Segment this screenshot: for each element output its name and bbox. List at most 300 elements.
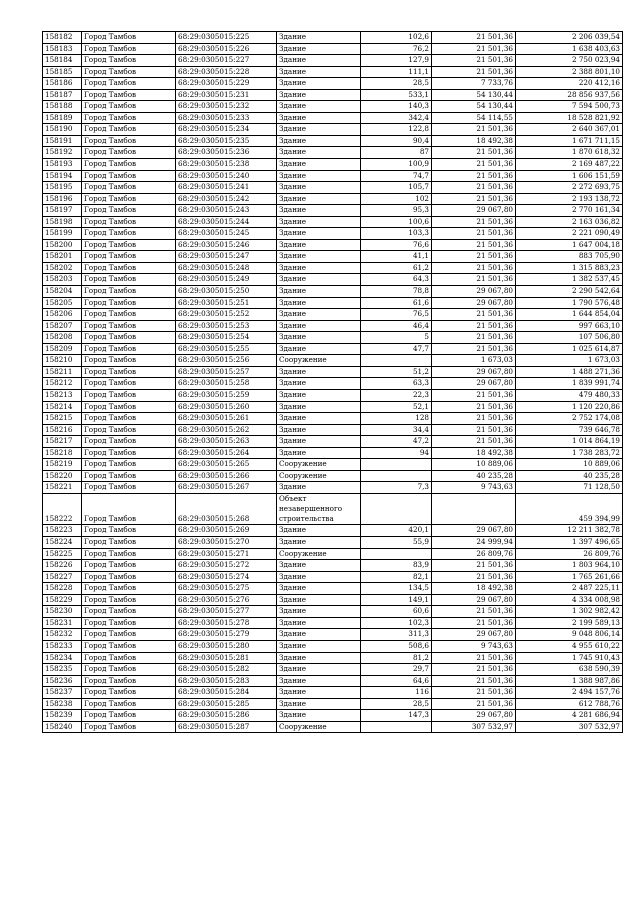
cadastral-value-cell: 2 199 589,13 — [516, 617, 623, 629]
specific-value-cell: 21 501,36 — [432, 320, 516, 332]
locality-cell: Город Тамбов — [82, 606, 176, 618]
cadastral-number-cell: 68:29:0305015:251 — [176, 297, 277, 309]
specific-value-cell: 40 235,28 — [432, 470, 516, 482]
specific-value-cell: 21 501,36 — [432, 560, 516, 572]
area-cell: 76,2 — [361, 43, 432, 55]
table-row — [43, 286, 623, 298]
table-row — [43, 482, 623, 494]
table-row — [43, 594, 623, 606]
cadastral-value-cell: 2 193 138,72 — [516, 193, 623, 205]
specific-value-cell: 21 501,36 — [432, 652, 516, 664]
area-cell: 47,7 — [361, 343, 432, 355]
area-cell — [361, 493, 432, 525]
table-row — [43, 124, 623, 136]
object-type-cell: Здание — [277, 436, 361, 448]
specific-value-cell: 21 501,36 — [432, 32, 516, 44]
cadastral-value-cell: 1 673,03 — [516, 355, 623, 367]
cadastral-value-cell: 1 765 261,66 — [516, 571, 623, 583]
area-cell: 102 — [361, 193, 432, 205]
document-page — [42, 31, 622, 733]
cadastral-value-cell: 2 169 487,22 — [516, 159, 623, 171]
object-type-cell: Здание — [277, 401, 361, 413]
area-cell: 100,9 — [361, 159, 432, 171]
area-cell: 134,5 — [361, 583, 432, 595]
table-row — [43, 447, 623, 459]
area-cell: 94 — [361, 447, 432, 459]
cadastral-number-cell: 68:29:0305015:258 — [176, 378, 277, 390]
cadastral-value-cell: 2 388 801,10 — [516, 66, 623, 78]
locality-cell: Город Тамбов — [82, 424, 176, 436]
table-row — [43, 560, 623, 572]
object-type-cell: Здание — [277, 66, 361, 78]
cadastral-number-cell: 68:29:0305015:274 — [176, 571, 277, 583]
row-number-cell: 158200 — [43, 239, 82, 251]
locality-cell: Город Тамбов — [82, 205, 176, 217]
cadastral-value-cell: 4 955 610,22 — [516, 640, 623, 652]
object-type-cell: Здание — [277, 182, 361, 194]
area-cell: 64,6 — [361, 675, 432, 687]
locality-cell: Город Тамбов — [82, 447, 176, 459]
object-type-cell: Здание — [277, 251, 361, 263]
specific-value-cell: 21 501,36 — [432, 413, 516, 425]
table-row — [43, 147, 623, 159]
cadastral-number-cell: 68:29:0305015:228 — [176, 66, 277, 78]
specific-value-cell: 21 501,36 — [432, 274, 516, 286]
locality-cell: Город Тамбов — [82, 297, 176, 309]
row-number-cell: 158196 — [43, 193, 82, 205]
table-row — [43, 66, 623, 78]
row-number-cell: 158213 — [43, 389, 82, 401]
table-row — [43, 436, 623, 448]
cadastral-value-cell: 2 494 157,76 — [516, 687, 623, 699]
cadastral-number-cell: 68:29:0305015:234 — [176, 124, 277, 136]
locality-cell: Город Тамбов — [82, 401, 176, 413]
specific-value-cell: 21 501,36 — [432, 698, 516, 710]
cadastral-number-cell: 68:29:0305015:280 — [176, 640, 277, 652]
row-number-cell: 158205 — [43, 297, 82, 309]
object-type-cell: Здание — [277, 664, 361, 676]
row-number-cell: 158239 — [43, 710, 82, 722]
cadastral-value-cell: 1 302 982,42 — [516, 606, 623, 618]
locality-cell: Город Тамбов — [82, 343, 176, 355]
cadastral-number-cell: 68:29:0305015:245 — [176, 228, 277, 240]
locality-cell: Город Тамбов — [82, 721, 176, 733]
cadastral-value-cell: 10 889,06 — [516, 459, 623, 471]
object-type-cell: Сооружение — [277, 459, 361, 471]
area-cell: 63,3 — [361, 378, 432, 390]
area-cell: 7,3 — [361, 482, 432, 494]
specific-value-cell: 29 067,80 — [432, 297, 516, 309]
specific-value-cell: 29 067,80 — [432, 286, 516, 298]
object-type-cell: Здание — [277, 606, 361, 618]
specific-value-cell: 21 501,36 — [432, 571, 516, 583]
specific-value-cell: 21 501,36 — [432, 617, 516, 629]
table-row — [43, 78, 623, 90]
specific-value-cell: 21 501,36 — [432, 424, 516, 436]
cadastral-number-cell: 68:29:0305015:284 — [176, 687, 277, 699]
row-number-cell: 158221 — [43, 482, 82, 494]
row-number-cell: 158210 — [43, 355, 82, 367]
locality-cell: Город Тамбов — [82, 548, 176, 560]
table-row — [43, 89, 623, 101]
locality-cell: Город Тамбов — [82, 228, 176, 240]
locality-cell: Город Тамбов — [82, 124, 176, 136]
cadastral-number-cell: 68:29:0305015:241 — [176, 182, 277, 194]
row-number-cell: 158206 — [43, 309, 82, 321]
area-cell — [361, 548, 432, 560]
object-type-cell: Здание — [277, 262, 361, 274]
object-type-cell: Здание — [277, 55, 361, 67]
row-number-cell: 158228 — [43, 583, 82, 595]
area-cell: 46,4 — [361, 320, 432, 332]
area-cell: 116 — [361, 687, 432, 699]
cadastral-number-cell: 68:29:0305015:226 — [176, 43, 277, 55]
specific-value-cell: 21 501,36 — [432, 687, 516, 699]
row-number-cell: 158238 — [43, 698, 82, 710]
specific-value-cell: 21 501,36 — [432, 182, 516, 194]
row-number-cell: 158234 — [43, 652, 82, 664]
table-row — [43, 493, 623, 525]
cadastral-number-cell: 68:29:0305015:268 — [176, 493, 277, 525]
cadastral-number-cell: 68:29:0305015:282 — [176, 664, 277, 676]
area-cell: 28,5 — [361, 78, 432, 90]
row-number-cell: 158191 — [43, 135, 82, 147]
row-number-cell: 158201 — [43, 251, 82, 263]
locality-cell: Город Тамбов — [82, 66, 176, 78]
object-type-cell: Здание — [277, 629, 361, 641]
specific-value-cell: 7 733,76 — [432, 78, 516, 90]
table-row — [43, 112, 623, 124]
specific-value-cell: 21 501,36 — [432, 43, 516, 55]
specific-value-cell: 21 501,36 — [432, 343, 516, 355]
area-cell: 81,2 — [361, 652, 432, 664]
table-row — [43, 675, 623, 687]
table-row — [43, 182, 623, 194]
cadastral-value-cell: 883 705,90 — [516, 251, 623, 263]
object-type-cell: Сооружение — [277, 721, 361, 733]
cadastral-value-cell: 18 528 821,92 — [516, 112, 623, 124]
object-type-cell: Здание — [277, 366, 361, 378]
object-type-cell: Здание — [277, 447, 361, 459]
cadastral-value-cell: 12 211 382,78 — [516, 525, 623, 537]
cadastral-number-cell: 68:29:0305015:277 — [176, 606, 277, 618]
cadastral-value-cell: 1 315 883,23 — [516, 262, 623, 274]
row-number-cell: 158236 — [43, 675, 82, 687]
specific-value-cell: 54 114,55 — [432, 112, 516, 124]
cadastral-number-cell: 68:29:0305015:286 — [176, 710, 277, 722]
locality-cell: Город Тамбов — [82, 436, 176, 448]
locality-cell: Город Тамбов — [82, 332, 176, 344]
area-cell: 82,1 — [361, 571, 432, 583]
row-number-cell: 158227 — [43, 571, 82, 583]
locality-cell: Город Тамбов — [82, 135, 176, 147]
row-number-cell: 158208 — [43, 332, 82, 344]
cadastral-value-cell: 1 738 283,72 — [516, 447, 623, 459]
cadastral-value-cell: 1 488 271,36 — [516, 366, 623, 378]
locality-cell: Город Тамбов — [82, 470, 176, 482]
table-row — [43, 525, 623, 537]
row-number-cell: 158194 — [43, 170, 82, 182]
locality-cell: Город Тамбов — [82, 239, 176, 251]
area-cell: 41,1 — [361, 251, 432, 263]
cadastral-number-cell: 68:29:0305015:269 — [176, 525, 277, 537]
specific-value-cell: 21 501,36 — [432, 389, 516, 401]
table-row — [43, 459, 623, 471]
locality-cell: Город Тамбов — [82, 698, 176, 710]
cadastral-value-cell: 1 025 614,87 — [516, 343, 623, 355]
object-type-cell: Здание — [277, 286, 361, 298]
cadastral-number-cell: 68:29:0305015:235 — [176, 135, 277, 147]
area-cell: 60,6 — [361, 606, 432, 618]
area-cell: 127,9 — [361, 55, 432, 67]
locality-cell: Город Тамбов — [82, 355, 176, 367]
row-number-cell: 158186 — [43, 78, 82, 90]
row-number-cell: 158212 — [43, 378, 82, 390]
table-row — [43, 262, 623, 274]
area-cell — [361, 721, 432, 733]
locality-cell: Город Тамбов — [82, 640, 176, 652]
object-type-cell: Здание — [277, 309, 361, 321]
table-row — [43, 537, 623, 549]
row-number-cell: 158187 — [43, 89, 82, 101]
area-cell: 28,5 — [361, 698, 432, 710]
area-cell: 128 — [361, 413, 432, 425]
locality-cell: Город Тамбов — [82, 652, 176, 664]
object-type-cell: Здание — [277, 274, 361, 286]
area-cell: 508,6 — [361, 640, 432, 652]
table-row — [43, 55, 623, 67]
area-cell: 61,2 — [361, 262, 432, 274]
area-cell: 83,9 — [361, 560, 432, 572]
locality-cell: Город Тамбов — [82, 43, 176, 55]
locality-cell: Город Тамбов — [82, 594, 176, 606]
locality-cell: Город Тамбов — [82, 101, 176, 113]
cadastral-value-cell: 2 640 367,01 — [516, 124, 623, 136]
table-row — [43, 309, 623, 321]
object-type-cell: Здание — [277, 332, 361, 344]
cadastral-number-cell: 68:29:0305015:276 — [176, 594, 277, 606]
locality-cell: Город Тамбов — [82, 274, 176, 286]
cadastral-value-cell: 2 770 161,34 — [516, 205, 623, 217]
cadastral-value-cell: 997 663,10 — [516, 320, 623, 332]
cadastral-value-cell: 28 856 937,56 — [516, 89, 623, 101]
specific-value-cell: 21 501,36 — [432, 251, 516, 263]
table-row — [43, 135, 623, 147]
cadastral-number-cell: 68:29:0305015:287 — [176, 721, 277, 733]
object-type-cell: Здание — [277, 193, 361, 205]
cadastral-number-cell: 68:29:0305015:265 — [176, 459, 277, 471]
object-type-cell: Здание — [277, 135, 361, 147]
cadastral-value-cell: 2 290 542,64 — [516, 286, 623, 298]
cadastral-value-cell: 1 671 711,15 — [516, 135, 623, 147]
row-number-cell: 158240 — [43, 721, 82, 733]
locality-cell: Город Тамбов — [82, 571, 176, 583]
specific-value-cell: 29 067,80 — [432, 594, 516, 606]
area-cell: 311,3 — [361, 629, 432, 641]
locality-cell: Город Тамбов — [82, 262, 176, 274]
row-number-cell: 158232 — [43, 629, 82, 641]
cadastral-number-cell: 68:29:0305015:250 — [176, 286, 277, 298]
specific-value-cell: 21 501,36 — [432, 262, 516, 274]
cadastral-number-cell: 68:29:0305015:252 — [176, 309, 277, 321]
row-number-cell: 158211 — [43, 366, 82, 378]
locality-cell: Город Тамбов — [82, 378, 176, 390]
table-row — [43, 401, 623, 413]
locality-cell: Город Тамбов — [82, 216, 176, 228]
object-type-cell: Здание — [277, 147, 361, 159]
object-type-cell: Здание — [277, 389, 361, 401]
specific-value-cell: 21 501,36 — [432, 239, 516, 251]
specific-value-cell: 21 501,36 — [432, 675, 516, 687]
specific-value-cell: 21 501,36 — [432, 436, 516, 448]
specific-value-cell: 21 501,36 — [432, 664, 516, 676]
cadastral-value-cell: 1 120 220,86 — [516, 401, 623, 413]
locality-cell: Город Тамбов — [82, 664, 176, 676]
cadastral-number-cell: 68:29:0305015:272 — [176, 560, 277, 572]
specific-value-cell: 10 889,06 — [432, 459, 516, 471]
table-row — [43, 721, 623, 733]
row-number-cell: 158197 — [43, 205, 82, 217]
area-cell: 76,5 — [361, 309, 432, 321]
cadastral-number-cell: 68:29:0305015:242 — [176, 193, 277, 205]
object-type-cell: Здание — [277, 583, 361, 595]
cadastral-value-cell: 1 638 403,63 — [516, 43, 623, 55]
table-row — [43, 389, 623, 401]
specific-value-cell: 54 130,44 — [432, 89, 516, 101]
locality-cell: Город Тамбов — [82, 32, 176, 44]
object-type-cell: Здание — [277, 424, 361, 436]
object-type-cell: Здание — [277, 43, 361, 55]
table-row — [43, 664, 623, 676]
table-row — [43, 698, 623, 710]
cadastral-number-cell: 68:29:0305015:246 — [176, 239, 277, 251]
cadastral-value-cell: 1 388 987,86 — [516, 675, 623, 687]
table-row — [43, 251, 623, 263]
area-cell: 533,1 — [361, 89, 432, 101]
area-cell: 76,6 — [361, 239, 432, 251]
area-cell: 29,7 — [361, 664, 432, 676]
object-type-cell: Здание — [277, 525, 361, 537]
row-number-cell: 158233 — [43, 640, 82, 652]
area-cell: 51,2 — [361, 366, 432, 378]
locality-cell: Город Тамбов — [82, 112, 176, 124]
area-cell: 102,6 — [361, 32, 432, 44]
table-row — [43, 32, 623, 44]
specific-value-cell: 21 501,36 — [432, 332, 516, 344]
cadastral-number-cell: 68:29:0305015:281 — [176, 652, 277, 664]
area-cell: 74,7 — [361, 170, 432, 182]
cadastral-number-cell: 68:29:0305015:247 — [176, 251, 277, 263]
row-number-cell: 158198 — [43, 216, 82, 228]
table-row — [43, 159, 623, 171]
cadastral-value-cell: 9 048 806,14 — [516, 629, 623, 641]
table-row — [43, 101, 623, 113]
area-cell: 103,3 — [361, 228, 432, 240]
area-cell: 149,1 — [361, 594, 432, 606]
table-row — [43, 583, 623, 595]
row-number-cell: 158226 — [43, 560, 82, 572]
row-number-cell: 158230 — [43, 606, 82, 618]
cadastral-number-cell: 68:29:0305015:261 — [176, 413, 277, 425]
object-type-cell: Здание — [277, 343, 361, 355]
table-row — [43, 470, 623, 482]
cadastral-number-cell: 68:29:0305015:257 — [176, 366, 277, 378]
cadastral-number-cell: 68:29:0305015:267 — [176, 482, 277, 494]
locality-cell: Город Тамбов — [82, 182, 176, 194]
area-cell: 55,9 — [361, 537, 432, 549]
table-row — [43, 205, 623, 217]
row-number-cell: 158203 — [43, 274, 82, 286]
specific-value-cell: 21 501,36 — [432, 55, 516, 67]
cadastral-value-cell: 2 221 090,49 — [516, 228, 623, 240]
specific-value-cell: 1 673,03 — [432, 355, 516, 367]
row-number-cell: 158184 — [43, 55, 82, 67]
specific-value-cell: 24 999,94 — [432, 537, 516, 549]
locality-cell: Город Тамбов — [82, 617, 176, 629]
object-type-cell: Здание — [277, 710, 361, 722]
row-number-cell: 158199 — [43, 228, 82, 240]
locality-cell: Город Тамбов — [82, 710, 176, 722]
cadastral-number-cell: 68:29:0305015:275 — [176, 583, 277, 595]
cadastral-number-cell: 68:29:0305015:264 — [176, 447, 277, 459]
specific-value-cell — [432, 493, 516, 525]
specific-value-cell: 21 501,36 — [432, 159, 516, 171]
table-row — [43, 239, 623, 251]
cadastral-number-cell: 68:29:0305015:233 — [176, 112, 277, 124]
object-type-cell: Здание — [277, 205, 361, 217]
cadastral-number-cell: 68:29:0305015:244 — [176, 216, 277, 228]
cadastral-value-cell: 1 745 910,43 — [516, 652, 623, 664]
row-number-cell: 158215 — [43, 413, 82, 425]
row-number-cell: 158182 — [43, 32, 82, 44]
object-type-cell: Здание — [277, 124, 361, 136]
cadastral-value-cell: 1 839 991,74 — [516, 378, 623, 390]
cadastral-value-cell: 7 594 500,73 — [516, 101, 623, 113]
area-cell: 140,3 — [361, 101, 432, 113]
table-row — [43, 571, 623, 583]
locality-cell: Город Тамбов — [82, 560, 176, 572]
object-type-cell: Здание — [277, 112, 361, 124]
specific-value-cell: 26 809,76 — [432, 548, 516, 560]
cadastral-number-cell: 68:29:0305015:238 — [176, 159, 277, 171]
locality-cell: Город Тамбов — [82, 583, 176, 595]
specific-value-cell: 54 130,44 — [432, 101, 516, 113]
locality-cell: Город Тамбов — [82, 482, 176, 494]
locality-cell: Город Тамбов — [82, 525, 176, 537]
specific-value-cell: 29 067,80 — [432, 710, 516, 722]
object-type-cell: Сооружение — [277, 355, 361, 367]
cadastral-number-cell: 68:29:0305015:249 — [176, 274, 277, 286]
table-row — [43, 366, 623, 378]
object-type-cell: Здание — [277, 239, 361, 251]
row-number-cell: 158192 — [43, 147, 82, 159]
object-type-cell: Здание — [277, 560, 361, 572]
table-row — [43, 170, 623, 182]
object-type-cell: Здание — [277, 228, 361, 240]
specific-value-cell: 29 067,80 — [432, 525, 516, 537]
specific-value-cell: 21 501,36 — [432, 309, 516, 321]
cadastral-value-cell: 1 014 864,19 — [516, 436, 623, 448]
area-cell: 147,3 — [361, 710, 432, 722]
row-number-cell: 158224 — [43, 537, 82, 549]
object-type-cell: Здание — [277, 78, 361, 90]
cadastral-number-cell: 68:29:0305015:260 — [176, 401, 277, 413]
row-number-cell: 158189 — [43, 112, 82, 124]
area-cell: 52,1 — [361, 401, 432, 413]
cadastral-number-cell: 68:29:0305015:225 — [176, 32, 277, 44]
object-type-cell: Здание — [277, 413, 361, 425]
row-number-cell: 158231 — [43, 617, 82, 629]
